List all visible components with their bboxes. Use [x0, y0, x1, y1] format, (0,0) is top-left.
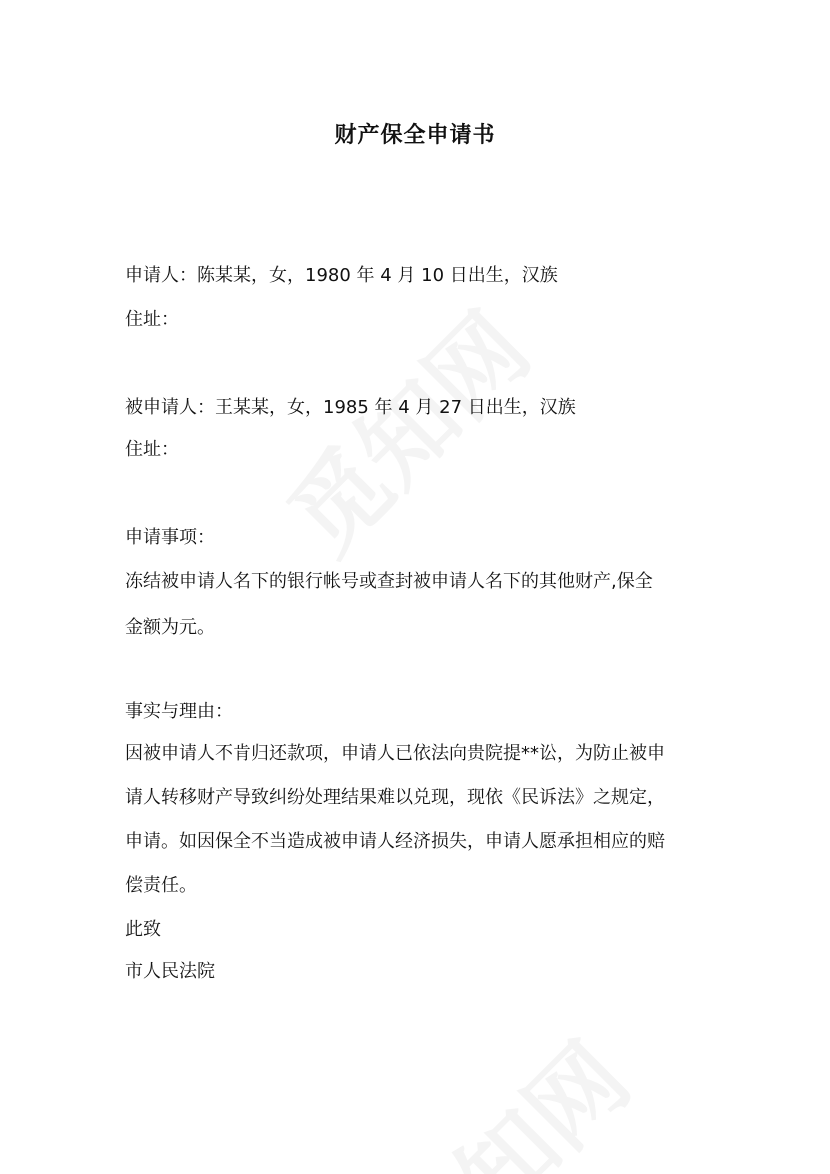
court-name: 市人民法院 [125, 961, 215, 982]
watermark [354, 1008, 655, 1174]
facts-text: 申请。如因保全不当造成被申请人经济损失，申请人愿承担相应的赔 [125, 831, 665, 852]
claims-text: 冻结被申请人名下的银行帐号或查封被申请人名下的其他财产,保全 [125, 571, 653, 592]
facts-text: 偿责任。 [125, 875, 197, 896]
facts-text: 因被申请人不肯归还款项，申请人已依法向贵院提**讼，为防止被申 [125, 743, 665, 764]
document-title: 财产保全申请书 [334, 123, 496, 148]
respondent-address: 住址： [125, 439, 179, 460]
watermark [254, 278, 555, 579]
applicant-info: 申请人：陈某某，女，1980 年 4 月 10 日出生，汉族 [125, 265, 558, 286]
applicant-address: 住址： [125, 309, 179, 330]
claims-heading: 申请事项： [125, 527, 215, 548]
respondent-info: 被申请人：王某某，女，1985 年 4 月 27 日出生，汉族 [125, 397, 576, 418]
closing-salutation: 此致 [125, 919, 161, 940]
facts-heading: 事实与理由： [125, 701, 233, 722]
claims-text: 金额为元。 [125, 617, 215, 638]
facts-text: 请人转移财产导致纠纷处理结果难以兑现，现依《民诉法》之规定， [125, 787, 665, 808]
